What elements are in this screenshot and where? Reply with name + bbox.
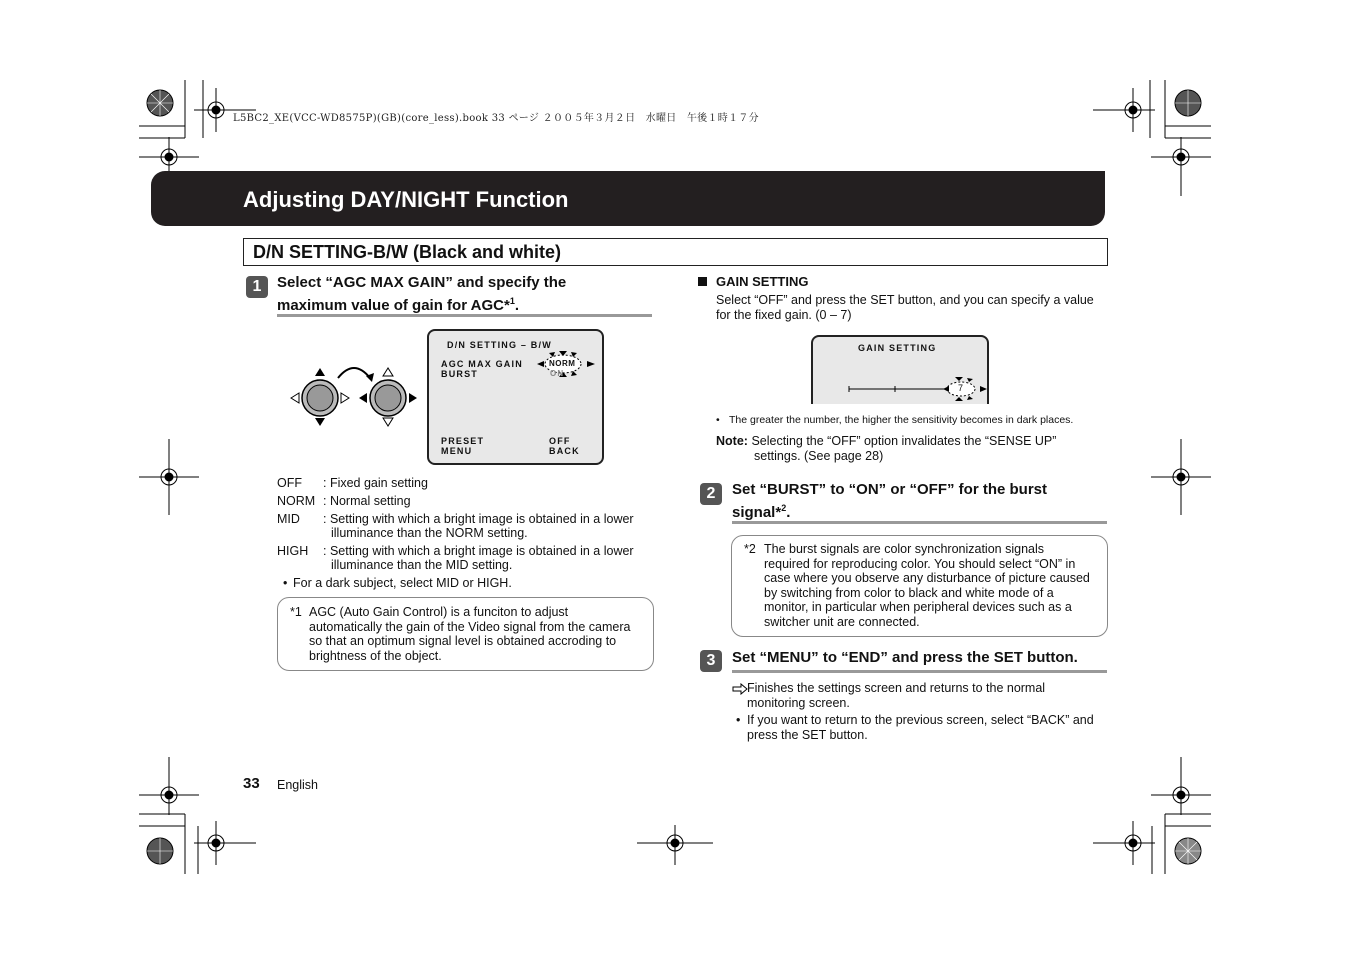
page-title: Adjusting DAY/NIGHT Function — [243, 187, 569, 212]
option-key: HIGH — [277, 544, 309, 558]
step-2-number: 2 — [700, 483, 722, 505]
gain-desc-line1: Select “OFF” and press the SET button, and you can specify a value — [716, 293, 1094, 307]
option-key: OFF — [277, 476, 302, 490]
gain-setting-desc — [716, 293, 1116, 322]
result-line2: monitoring screen. — [747, 695, 850, 710]
option-row — [277, 494, 657, 512]
page-number: 33 — [243, 775, 260, 792]
footnote-line: required for reproducing color. You should select “ON” in — [764, 556, 1076, 571]
step-2-heading — [732, 480, 1112, 522]
gain-slider-icon — [847, 377, 992, 405]
joystick-illustration — [286, 360, 422, 430]
result-arrow-icon — [732, 683, 748, 695]
option-row — [277, 512, 657, 544]
option-row — [277, 544, 657, 576]
sensitivity-bullet — [716, 414, 1074, 426]
footnote-ref-1: 1 — [509, 296, 515, 306]
footnote-line: so that an optimum signal level is obtained accroding to — [309, 634, 617, 648]
footnote-line: monitor, in particular when peripheral devices such as a — [764, 600, 1072, 614]
step-3-back-bullet — [747, 713, 1112, 742]
step-2-heading-text: signal* — [732, 504, 782, 521]
option-desc-cont: illuminance than the NORM setting. — [331, 526, 528, 540]
footnote-line: switcher unit are connected. — [764, 614, 920, 629]
option-desc: : Setting with which a bright image is obtained in a lower — [323, 512, 634, 526]
option-desc-cont: illuminance than the MID setting. — [331, 558, 513, 572]
footnote-2-text — [764, 542, 1104, 629]
note-line2: settings. (See page 28) — [754, 448, 884, 463]
step-2-rule — [732, 521, 1107, 524]
step-2-heading-end: . — [786, 504, 791, 521]
gain-setting-screen — [811, 335, 989, 404]
dn-setting-screen — [427, 329, 604, 465]
gain-screen-value: 7 — [958, 383, 964, 393]
section-header — [243, 238, 1108, 266]
step-1-heading-text: maximum value of gain for AGC* — [277, 297, 510, 314]
back-line1: If you want to return to the previous screen, select “BACK” and — [747, 713, 1094, 727]
footer-language: English — [277, 778, 318, 792]
bullet-dot: • — [736, 713, 741, 727]
footnote-2-box — [731, 535, 1108, 637]
result-line1: Finishes the settings screen and returns to the normal — [747, 681, 1046, 695]
screen-preset-value: OFF — [549, 436, 571, 446]
footnote-line: The burst signals are color synchronization signals — [764, 542, 1044, 556]
step-3-result — [747, 681, 1107, 710]
screen-agc-value: NORM — [549, 359, 576, 368]
print-header: L5BC2_XE(VCC-WD8575P)(GB)(core_less).book 33 ページ ２００５年３月２日 水曜日 午後１時１７分 — [233, 113, 759, 124]
screen-burst-label: BURST — [441, 369, 478, 379]
footnote-line: AGC (Auto Gain Control) is a funciton to adjust — [309, 605, 569, 619]
footnote-1-box — [277, 597, 654, 671]
option-key: NORM — [277, 494, 316, 508]
step-1-heading-line2 — [277, 292, 657, 315]
step-1-heading-end: . — [514, 297, 520, 314]
gain-options-list — [277, 476, 657, 594]
option-desc: : Setting with which a bright image is obtained in a lower — [323, 544, 634, 558]
option-key: MID — [277, 512, 300, 526]
step-3-rule — [732, 670, 1107, 673]
step-1-heading-line1: Select “AGC MAX GAIN” and specify the — [277, 274, 567, 291]
screen-burst-value: ON — [550, 369, 565, 378]
step-1-rule — [277, 314, 652, 317]
footnote-line: case where you observe any disturbance of picture caused — [764, 571, 1090, 585]
gain-desc-line2: for the fixed gain. (0 – 7) — [716, 307, 852, 322]
bullet-dot: • — [716, 414, 720, 426]
screen-menu-value: BACK — [549, 446, 580, 456]
step-3-heading: Set “MENU” to “END” and press the SET button. — [732, 649, 1078, 666]
gain-setting-heading: GAIN SETTING — [716, 274, 809, 289]
footnote-1-mark: *1 — [290, 605, 302, 619]
footnote-line: by switching from color to black and white mode of a — [764, 585, 1054, 600]
footnote-ref-2: 2 — [781, 503, 787, 513]
footnote-1-text — [309, 605, 649, 663]
bullet-text: For a dark subject, select MID or HIGH. — [293, 576, 512, 590]
curved-arrow-icon — [338, 368, 370, 378]
square-bullet-icon — [698, 277, 707, 286]
screen-preset-label: PRESET — [441, 436, 485, 446]
note-label: Note: — [716, 434, 748, 448]
title-bar — [151, 171, 1105, 226]
back-line2: press the SET button. — [747, 727, 868, 742]
footnote-2-mark: *2 — [744, 542, 756, 556]
step-1-heading — [277, 273, 657, 315]
sense-up-note — [716, 434, 1116, 463]
section-title: D/N SETTING-B/W (Black and white) — [253, 242, 562, 262]
dark-subject-bullet — [293, 576, 657, 594]
step-3-number: 3 — [700, 650, 722, 672]
step-2-heading-line1: Set “BURST” to “ON” or “OFF” for the burst — [732, 481, 1047, 498]
sensitivity-text: The greater the number, the higher the sensitivity becomes in dark places. — [729, 414, 1074, 426]
screen-title: D/N SETTING – B/W — [447, 340, 552, 350]
option-desc: : Normal setting — [323, 494, 411, 508]
note-line1: Selecting the “OFF” option invalidates the “SENSE UP” — [751, 434, 1057, 448]
footnote-line: brightness of the object. — [309, 648, 442, 663]
step-1-number: 1 — [246, 276, 268, 298]
screen-agc-label: AGC MAX GAIN — [441, 359, 523, 369]
step-2-heading-line2 — [732, 499, 1112, 522]
screen-menu-label: MENU — [441, 446, 473, 456]
option-row — [277, 476, 657, 494]
footnote-line: automatically the gain of the Video signal from the camera — [309, 619, 631, 634]
gain-screen-title: GAIN SETTING — [858, 343, 937, 353]
option-desc: : Fixed gain setting — [323, 476, 428, 490]
